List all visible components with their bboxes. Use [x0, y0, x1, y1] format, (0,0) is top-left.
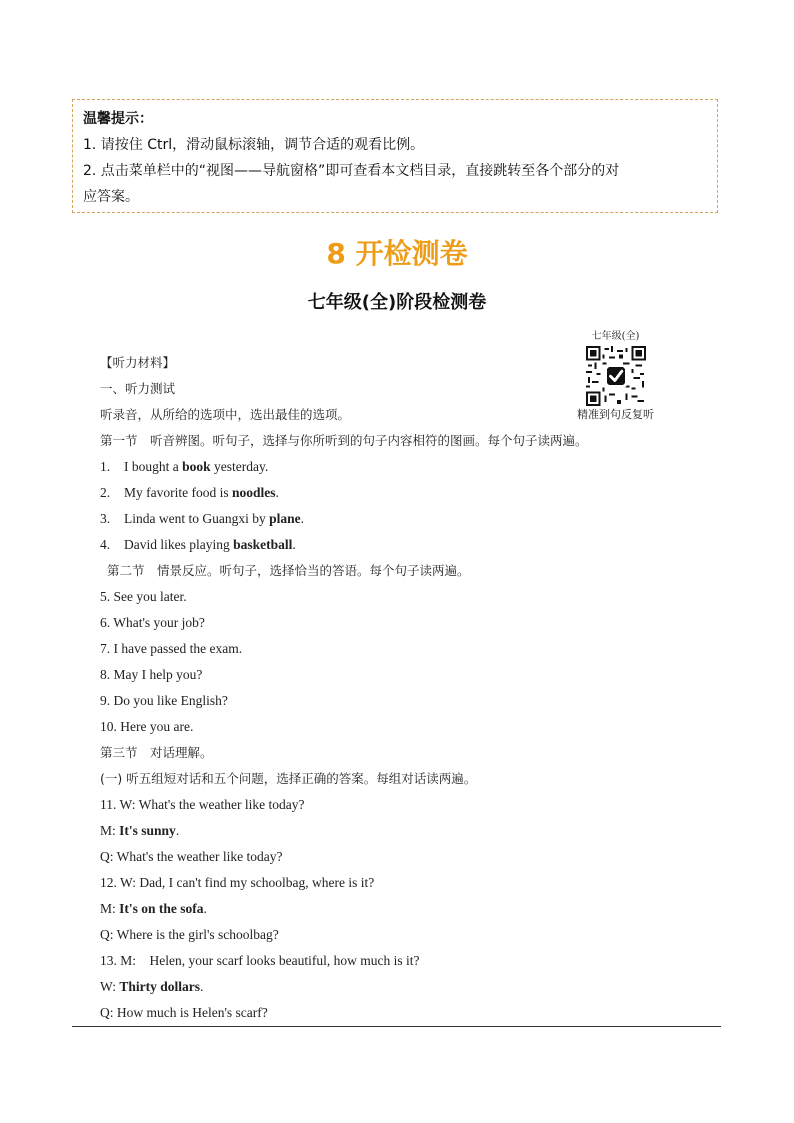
dialog-question: Q: How much is Helen's scarf?: [100, 1005, 268, 1020]
item-text-end: .: [292, 537, 296, 552]
item-text: My favorite food is: [124, 485, 232, 500]
list-item: 9. Do you like English?: [100, 693, 228, 708]
tip-line-1: 1. 请按住 Ctrl，滑动鼠标滚轴，调节合适的观看比例。: [83, 137, 425, 153]
section-label: 【听力材料】: [100, 355, 176, 370]
page-subtitle: 七年级(全)阶段检测卷: [307, 292, 487, 313]
answer-keyword: It's sunny: [119, 823, 176, 838]
dialog-line: [100, 974, 700, 1000]
list-item: [100, 532, 700, 558]
section2-heading: 第二节 情景反应。听句子，选择恰当的答语。每个句子读两遍。: [107, 563, 470, 578]
dialog-line: 11. W: What's the weather like today?: [100, 797, 305, 812]
speaker: M:: [100, 901, 120, 916]
list-item: 5. See you later.: [100, 589, 187, 604]
speaker: W:: [100, 979, 120, 994]
item-text: Linda went to Guangxi by: [124, 511, 270, 526]
list-item: 10. Here you are.: [100, 719, 194, 734]
list-item: 8. May I help you?: [100, 667, 203, 682]
list-item: [100, 454, 700, 480]
item-text-end: yesterday.: [210, 459, 269, 474]
item-number: 2.: [100, 485, 111, 500]
dialog-question: Q: Where is the girl's schoolbag?: [100, 927, 279, 942]
tip-line-2: 2. 点击菜单栏中的“视图——导航窗格”即可查看本文档目录，直接跳转至各个部分的对: [83, 163, 620, 179]
tip-title: 温馨提示：: [83, 111, 153, 127]
list-item: [100, 506, 700, 532]
instruction-text: 听录音，从所给的选项中，选出最佳的选项。: [100, 407, 351, 422]
part-one-heading: 一、听力测试: [100, 381, 176, 396]
dialog-line: 13. M: Helen, your scarf looks beautiful, how much is it?: [100, 953, 420, 968]
item-keyword: book: [182, 459, 211, 474]
item-number: 4.: [100, 537, 111, 552]
answer-keyword: It's on the sofa: [119, 901, 204, 916]
list-item: 6. What's your job?: [100, 615, 205, 630]
item-keyword: basketball: [233, 537, 293, 552]
qr-label-bottom: 精准到句反复听: [577, 408, 654, 421]
section3-heading: 第三节 对话理解。: [100, 745, 213, 760]
item-number: 3.: [100, 511, 111, 526]
item-keyword: plane: [269, 511, 301, 526]
item-text: I bought a: [124, 459, 183, 474]
listening-material: [100, 350, 700, 1026]
item-text: David likes playing: [124, 537, 234, 552]
item-text-end: .: [300, 511, 304, 526]
punct: .: [200, 979, 204, 994]
page-title: 8 开检测卷: [326, 237, 468, 270]
section1-heading: 第一节 听音辨图。听句子，选择与你所听到的句子内容相符的图画。每个句子读两遍。: [100, 433, 588, 448]
punct: .: [175, 823, 180, 838]
answer-keyword: Thirty dollars: [119, 979, 201, 994]
list-item: [100, 480, 700, 506]
tip-box: [72, 99, 718, 213]
punct: .: [203, 901, 207, 916]
section3a-heading: (一) 听五组短对话和五个问题，选择正确的答案。每组对话读两遍。: [100, 771, 477, 786]
dialog-line: 12. W: Dad, I can't find my schoolbag, where is it?: [100, 875, 375, 890]
dialog-question: Q: What's the weather like today?: [100, 849, 283, 864]
qr-label-top: 七年级(全): [591, 331, 640, 342]
dialog-line: [100, 896, 700, 922]
footer-divider: [72, 1026, 721, 1027]
list-item: 7. I have passed the exam.: [100, 641, 243, 656]
speaker: M:: [100, 823, 120, 838]
item-number: 1.: [100, 459, 111, 474]
item-text-end: .: [275, 485, 279, 500]
tip-line-3: 应答案。: [83, 189, 139, 205]
item-keyword: noodles: [231, 485, 276, 500]
dialog-line: [100, 818, 700, 844]
